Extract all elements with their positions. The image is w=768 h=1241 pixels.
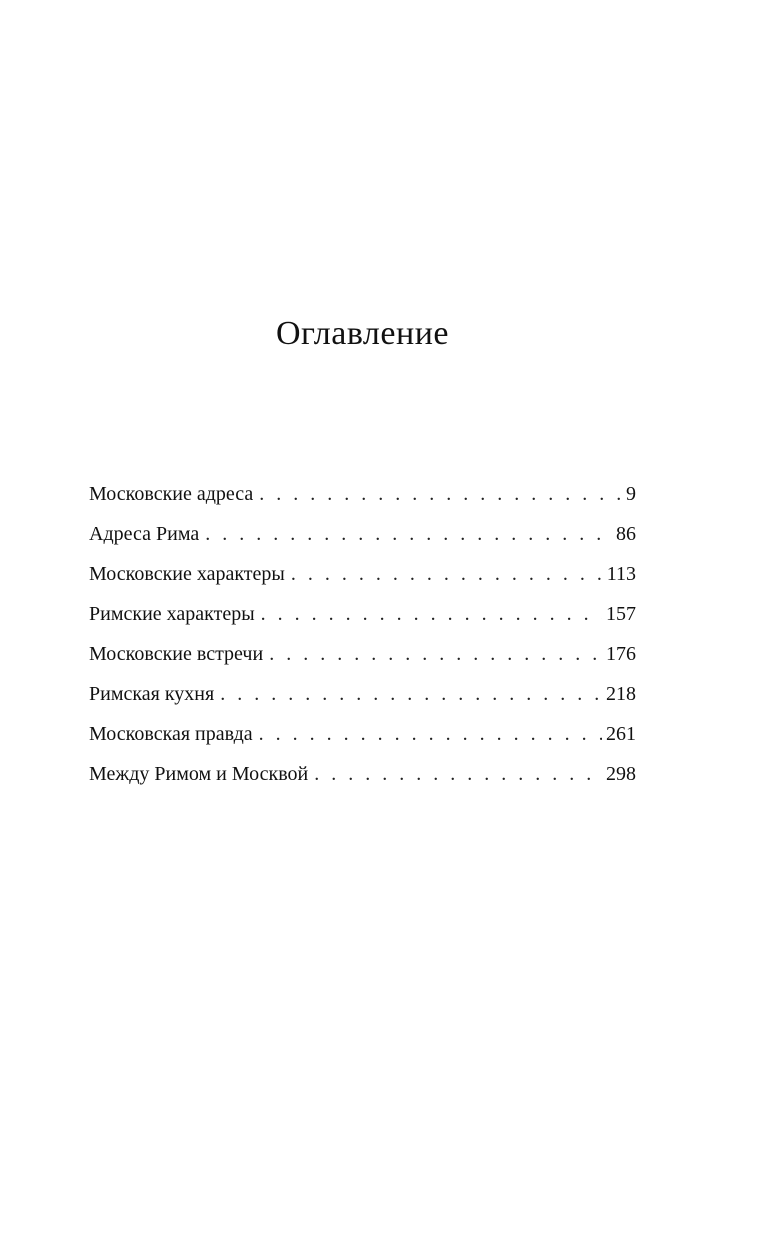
toc-entry-page: 9 [626,483,636,505]
toc-dot-leader [259,716,602,752]
toc-entry-label: Московские встречи [89,643,264,665]
toc-entry [89,636,636,676]
toc-entry-label: Адреса Рима [89,523,200,545]
toc-entry-label: Московские адреса [89,483,254,505]
table-of-contents [89,476,636,796]
toc-entry [89,476,636,516]
toc-dot-leader [205,516,612,552]
toc-entry-page: 176 [606,643,636,665]
toc-entry-label: Римская кухня [89,683,215,705]
toc-entry-page: 113 [606,563,636,585]
toc-entry-page: 157 [606,603,636,625]
toc-entry [89,716,636,756]
toc-entry [89,556,636,596]
toc-entry-label: Московские характеры [89,563,285,585]
toc-dot-leader [269,636,602,672]
toc-dot-leader [314,756,602,792]
toc-entry-page: 218 [606,683,636,705]
toc-entry-page: 298 [606,763,636,785]
toc-dot-leader [220,676,602,712]
toc-entry-label: Между Римом и Москвой [89,763,309,785]
toc-entry [89,676,636,716]
toc-entry-page: 261 [606,723,636,745]
toc-entry-label: Римские характеры [89,603,255,625]
toc-dot-leader [261,596,602,632]
page-title: Оглавление [276,315,449,352]
toc-entry [89,516,636,556]
toc-entry [89,756,636,796]
toc-dot-leader [259,476,622,512]
toc-entry [89,596,636,636]
toc-entry-label: Московская правда [89,723,253,745]
toc-entry-page: 86 [616,523,636,545]
toc-dot-leader [291,556,603,592]
